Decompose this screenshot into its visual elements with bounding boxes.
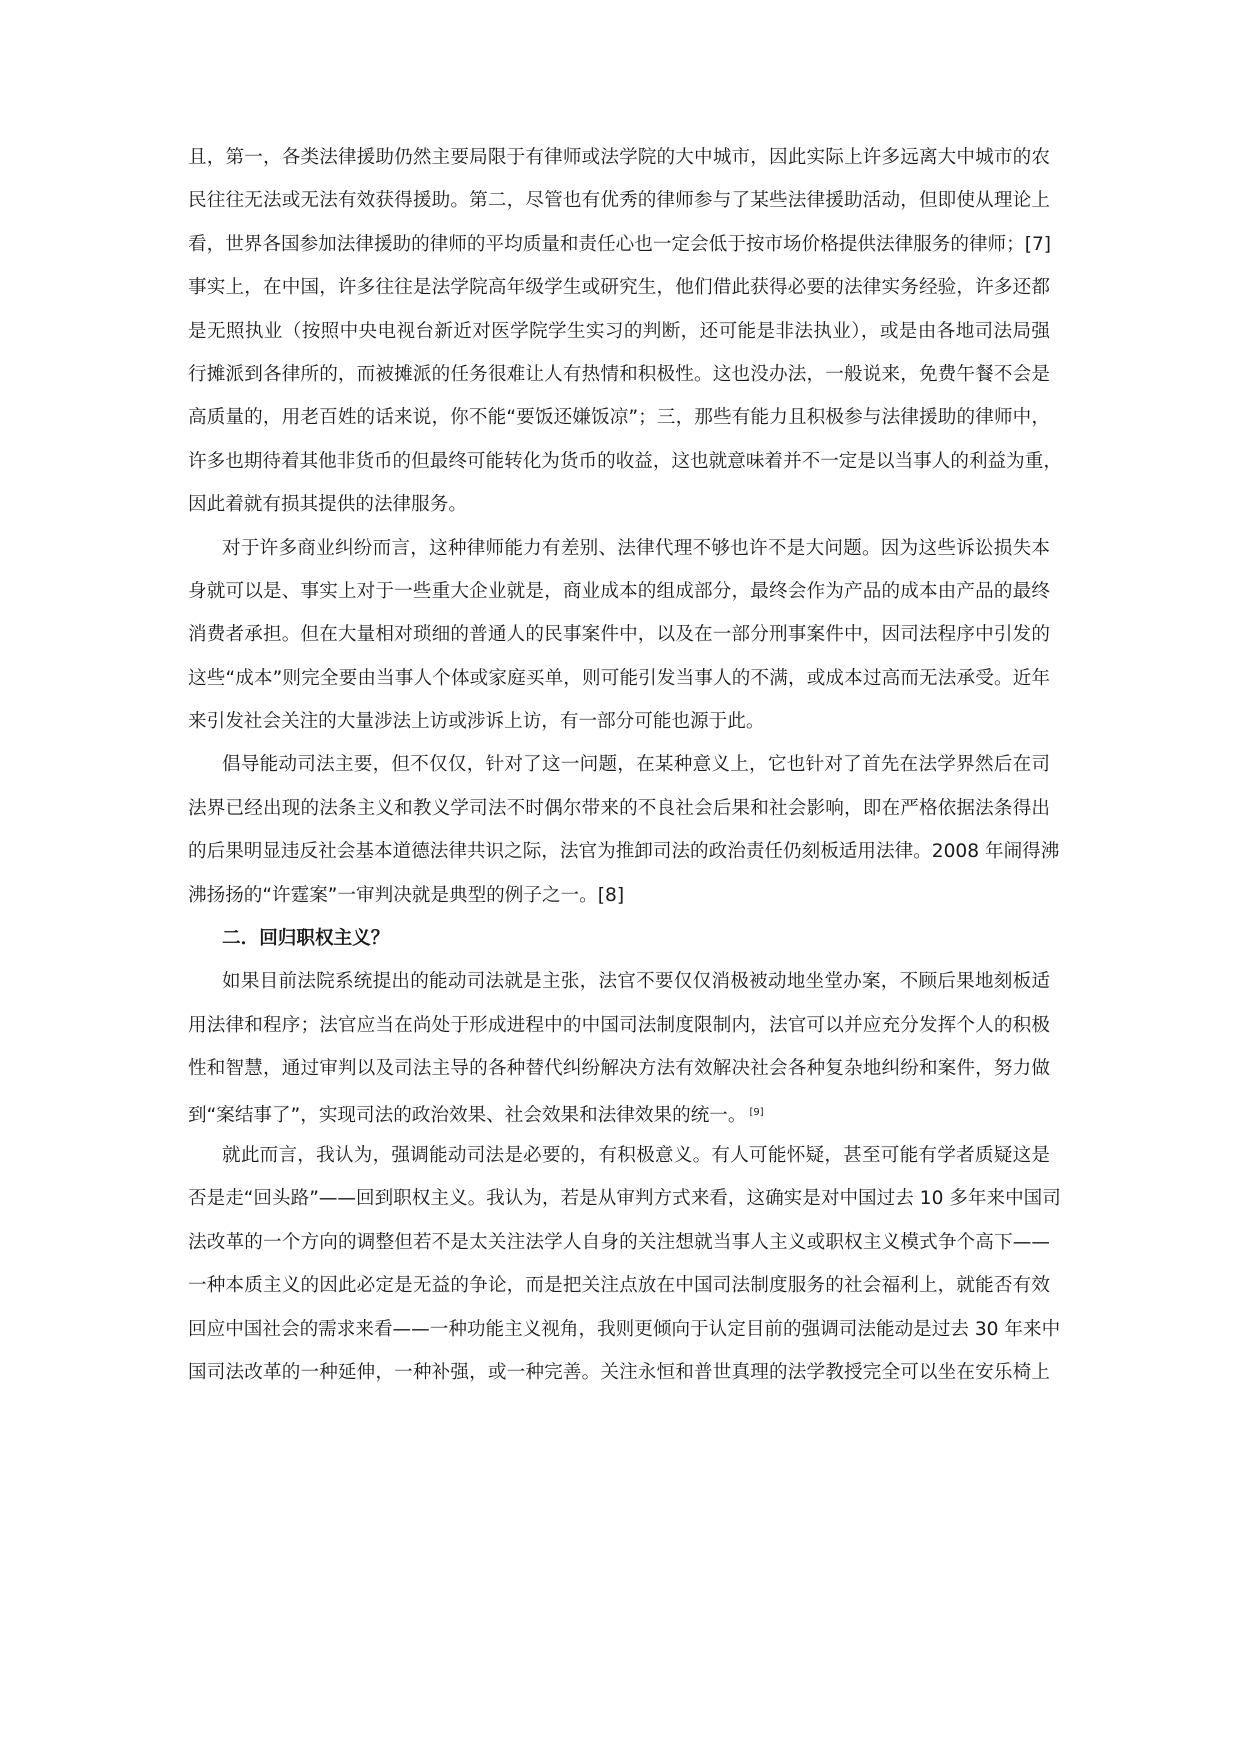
text-line: 用法律和程序；法官应当在尚处于形成进程中的中国司法制度限制内，法官可以并应充分发挥个人的积极 — [188, 1014, 1050, 1036]
text-line: 沸扬扬的“许霆案”一审判决就是典型的例子之一。[8] — [188, 884, 625, 906]
text-line: 就此而言，我认为，强调能动司法是必要的，有积极意义。有人可能怀疑，甚至可能有学者质疑这是 — [222, 1144, 1050, 1166]
text-line: 法界已经出现的法条主义和教义学司法不时偶尔带来的不良社会后果和社会影响，即在严格依据法条得出 — [188, 797, 1050, 819]
text-line: 是无照执业（按照中央电视台新近对医学院学生实习的判断，还可能是非法执业），或是由各地司法局强 — [188, 320, 1050, 342]
text-line: 否是走“回头路”——回到职权主义。我认为，若是从审判方式来看，这确实是对中国过去 10 多年来中国司 — [188, 1188, 1061, 1210]
text-line: 且，第一，各类法律援助仍然主要局限于有律师或法学院的大中城市，因此实际上许多远离大中城市的农 — [188, 147, 1050, 168]
text-line: 来引发社会关注的大量涉法上访或涉诉上访，有一部分可能也源于此。 — [188, 711, 765, 733]
text-line: 这些“成本”则完全要由当事人个体或家庭买单，则可能引发当事人的不满，或成本过高而无法承受。近年 — [188, 667, 1050, 689]
text-line-content: 到“案结事了”，实现司法的政治效果、社会效果和法律效果的统一。 — [188, 1104, 747, 1126]
text-line: 消费者承担。但在大量相对琐细的普通人的民事案件中，以及在一部分刑事案件中，因司法程序中引发的 — [188, 624, 1050, 646]
footnote-ref[interactable]: [9] — [749, 1106, 764, 1118]
text-line: 一种本质主义的因此必定是无益的争论，而是把关注点放在中国司法制度服务的社会福利上，就能否有效 — [188, 1275, 1050, 1297]
text-line: 行摊派到各律所的，而被摊派的任务很难让人有热情和积极性。这也没办法，一般说来，免费午餐不会是 — [188, 363, 1050, 385]
text-line: 回应中国社会的需求来看——一种功能主义视角，我则更倾向于认定目前的强调司法能动是过去 30 年来中 — [188, 1318, 1061, 1340]
text-line: 的后果明显违反社会基本道德法律共识之际，法官为推卸司法的政治责任仍刻板适用法律。2008 年闹得沸 — [188, 841, 1060, 863]
paragraph-2 — [188, 527, 1050, 744]
paragraph-1 — [188, 136, 1062, 527]
text-line: 法改革的一个方向的调整但若不是太关注法学人自身的关注想就当事人主义或职权主义模式争个高下—— — [188, 1231, 1050, 1253]
text-line — [188, 1091, 1050, 1134]
paragraph-3 — [188, 743, 1060, 917]
text-line: 性和智慧，通过审判以及司法主导的各种替代纠纷解决方法有效解决社会各种复杂地纠纷和案件，努力做 — [188, 1058, 1050, 1080]
text-line: 事实上，在中国，许多往往是法学院高年级学生或研究生，他们借此获得必要的法律实务经验，许多还都 — [188, 277, 1050, 299]
paragraph-5 — [188, 1134, 1061, 1394]
text-line: 身就可以是、事实上对于一些重大企业就是，商业成本的组成部分，最终会作为产品的成本由产品的最终 — [188, 580, 1050, 602]
text-line: 对于许多商业纠纷而言，这种律师能力有差别、法律代理不够也许不是大问题。因为这些诉讼损失本 — [222, 537, 1050, 559]
text-line: 倡导能动司法主要，但不仅仅，针对了这一问题，在某种意义上，它也针对了首先在法学界然后在司 — [222, 754, 1050, 776]
text-line: 看，世界各国参加法律援助的律师的平均质量和责任心也一定会低于按市场价格提供法律服务的律师；[7] — [188, 233, 1052, 255]
text-line: 许多也期待着其他非货币的但最终可能转化为货币的收益，这也就意味着并不一定是以当事人的利益为重， — [188, 450, 1062, 472]
text-line: 民往往无法或无法有效获得援助。第二，尽管也有优秀的律师参与了某些法律援助活动，但即使从理论上 — [188, 190, 1050, 212]
text-line: 因此着就有损其提供的法律服务。 — [188, 494, 467, 516]
section-heading: 二．回归职权主义？ — [222, 928, 390, 950]
document-page — [188, 136, 1062, 1394]
paragraph-4 — [188, 960, 1050, 1134]
text-line: 如果目前法院系统提出的能动司法就是主张，法官不要仅仅消极被动地坐堂办案，不顾后果地刻板适 — [222, 971, 1050, 993]
text-line: 国司法改革的一种延伸，一种补强，或一种完善。关注永恒和普世真理的法学教授完全可以坐在安乐椅上 — [188, 1361, 1050, 1383]
text-line: 高质量的，用老百姓的话来说，你不能“要饭还嫌饭凉”；三，那些有能力且积极参与法律援助的律师中， — [188, 407, 1050, 429]
